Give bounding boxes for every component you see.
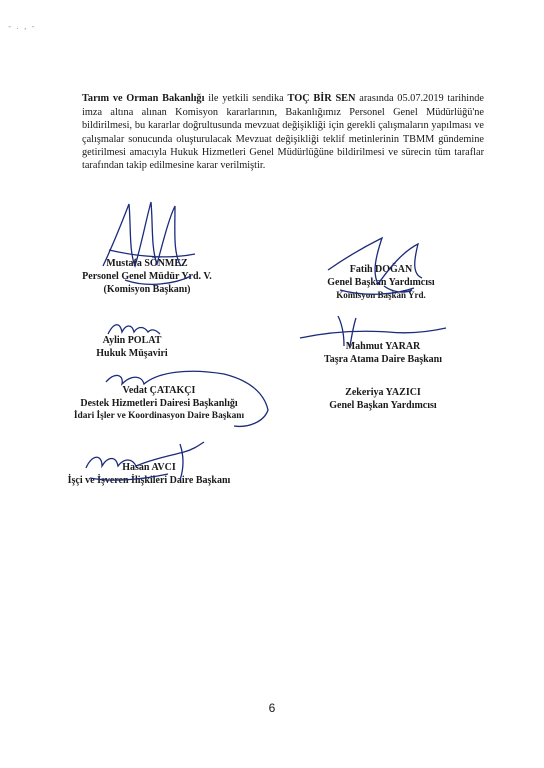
signatory-title: Destek Hizmetleri Dairesi Başkanlığı [80,398,238,409]
signatory-title: Taşra Atama Daire Başkanı [323,354,443,365]
signatory-title: Genel Başkan Yardımcısı [329,400,437,411]
signatory-title: Personel Genel Müdür Yrd. V. [82,271,212,282]
signatory-catakci [54,384,264,423]
signatory-subtitle: İdari İşler ve Koordinasyon Daire Başkanı [73,411,245,421]
signatory-dogan [296,263,466,302]
signatory-name: Aylin POLAT [102,335,162,346]
signatory-name: Mahmut YARAR [345,341,421,352]
scan-corner-mark: - . , - [8,22,36,32]
signatory-yarar [298,340,468,366]
signatory-title: İşçi ve İşveren İlişkileri Daire Başkanı [67,475,231,486]
signatory-name: Mustafa SÖNMEZ [106,258,188,269]
decision-paragraph [82,92,484,172]
union-name: TOÇ BİR SEN [287,93,356,105]
signatory-polat [72,334,192,360]
signatory-title: Hukuk Müşaviri [96,348,168,359]
signatory-sonmez [62,257,232,296]
signatory-title: Genel Başkan Yardımcısı [327,277,435,288]
body-text-2: arasında 05.07.2019 tarihinde imza altına alınan Komisyon kararlarının, Bakanlığımız Personel Genel Müdürlüğü'ne bildirilmesi, bu kararlar doğrultusunda mevzuat değişikliği için gerekli çalışmaların yapılması ve çalışmalar sonucunda oluşturulacak Mevzuat değişikliği teklif metinlerinin TBMM gündemine getirilmesi amacıyla Hukuk Hizmetleri Genel Müdürlüğüne bildirilmesi ve sürecin tüm taraflar tarafından takip edilmesine karar verilmiştir. [82,93,484,172]
signatory-subtitle: Komisyon Başkan Yrd. [336,290,426,300]
signatory-name: Hasan AVCI [122,462,176,473]
signatory-avci [54,461,244,487]
signatory-name: Zekeriya YAZICI [345,387,421,398]
ministry-name: Tarım ve Orman Bakanlığı [82,93,205,105]
signatory-yazici [298,386,468,412]
page-number: 6 [268,701,276,715]
signatory-subtitle: (Komisyon Başkanı) [103,284,191,295]
signatory-name: Fatih DOĞAN [349,264,413,275]
body-text-1: ile yetkili sendika [204,93,288,105]
signatory-name: Vedat ÇATAKÇI [122,385,196,396]
